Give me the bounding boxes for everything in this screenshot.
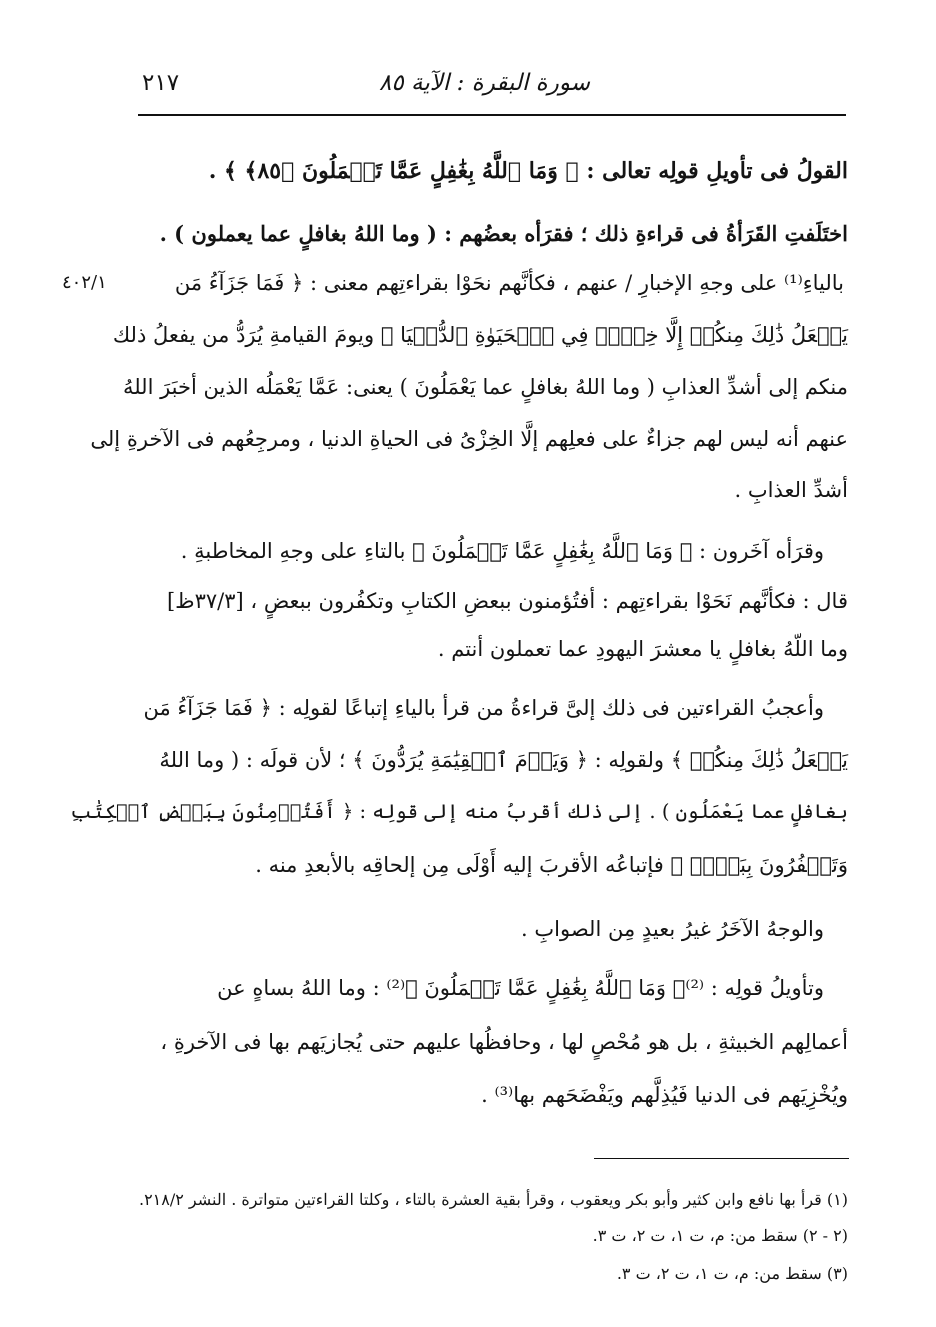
text-line: أشدِّ العذابِ . [734, 478, 848, 502]
text-line: يَفۡعَلُ ذَٰلِكَ مِنكُمۡ إِلَّا خِزۡيٞ فِي ٱلۡحَيَوٰةِ ٱلدُّنۡيَا ﴾ ويومَ القيامةِ يُرَدُّ من يفعلُ ذلك [112, 323, 848, 347]
running-header [138, 62, 846, 104]
footnote: (٢ - ٢) سقط من: م، ت ١، ت ٢، ت ٣. [592, 1226, 848, 1245]
text-line: عنهم أنه ليس لهم جزاءٌ على فعلِهم إلَّا الخِزْىُ فى الحياةِ الدنيا ، ومرجِعُهم فى الآخرةِ إلى [90, 427, 848, 451]
header-title: سورة البقرة : الآية ٨٥ [379, 70, 590, 96]
text-line: وقرَأه آخَرون : ﴿ وَمَا ٱللَّهُ بِغَٰفِلٍ عَمَّا تَعۡمَلُونَ ﴾ بالتاءِ على وجهِ المخاطبةِ . [180, 539, 824, 563]
text-line: منكم إلى أشدِّ العذابِ ( وما اللهُ بغافلٍ عما يَعْمَلُونَ ) يعنى: عَمَّا يَعْمَلُه الذين أخبَرَ اللهُ [122, 375, 848, 399]
text-line: وتأويلُ قولِه : ⁽²⁾﴿ وَمَا ٱللَّهُ بِغَٰفِلٍ عَمَّا تَعۡمَلُونَ ﴾⁽²⁾ : وما اللهُ بساهٍ عن [217, 976, 824, 1000]
page-number: ٢١٧ [142, 70, 180, 96]
text-line: ويُخْزِيَهم فى الدنيا فَيُذِلَّهم ويَفْضَحَهم بها⁽³⁾ . [481, 1083, 848, 1107]
footnote-rule [594, 1158, 849, 1159]
footnote: (١) قرأ بها نافع وابن كثير وأبو بكر ويعقوب ، وقرأ بقية العشرة بالتاء ، وكلتا القراءتين متواترة . النشر ٢١٨/٢. [138, 1190, 848, 1209]
text-line: أعمالِهم الخبيثةِ ، بل هو مُحْصٍ لها ، وحافظُها عليهم حتى يُجازيَهم بها فى الآخرةِ ، [160, 1030, 848, 1054]
margin-reference: ٤٠٢/١ [62, 272, 107, 293]
text-line: قال : فكأنَّهم نَحَوْا بقراءتِهم : أفتُؤمنون ببعضِ الكتابِ وتكفُرون ببعضٍ ، [٣٧/٣ظ] [166, 589, 848, 613]
text-line: بالياءِ⁽¹⁾ على وجهِ الإخبارِ / عنهم ، فكأنَّهم نحَوْا بقراءتِهم معنى : ﴿ فَمَا جَزَآءُ مَن [174, 271, 844, 295]
section-heading: القولُ فى تأويلِ قولِه تعالى : ﴿ وَمَا ٱللَّهُ بِغَٰفِلٍ عَمَّا تَعۡمَلُونَ ﴿٨٥﴾ ﴾ . [208, 158, 848, 184]
text-line: وما اللّهُ بغافلٍ يا معشرَ اليهودِ عما تعملون أنتم . [437, 637, 848, 661]
text-line: والوجهُ الآخَرُ غيرُ بعيدٍ مِن الصوابِ . [521, 917, 824, 941]
text-line: اختَلَفتِ القَرَأةُ فى قراءةِ ذلك ؛ فقرَأه بعضُهم : ( وما اللهُ بغافلٍ عما يعملون ) . [159, 221, 848, 246]
text-line: بغافلٍ عما يَعْمَلُون ) . إلى ذلك أقربُ منه إلى قولِه : ﴿ أَفَتُؤۡمِنُونَ بِبَعۡضِ ٱلۡكِتَٰبِ [70, 800, 848, 823]
footnote: (٣) سقط من: م، ت ١، ت ٢، ت ٣. [616, 1264, 848, 1283]
text-line: يَفۡعَلُ ذَٰلِكَ مِنكُمۡ ﴾ ولقولِه : ﴿ وَيَوۡمَ ٱلۡقِيَٰمَةِ يُرَدُّونَ ﴾ ؛ لأن قولَه : ( وما اللهُ [159, 748, 848, 772]
text-line: وَتَكۡفُرُونَ بِبَعۡضٖ ﴾ فإتباعُه الأقربَ إليه أَوْلَى مِن إلحاقِه بالأبعدِ منه . [255, 853, 848, 877]
text-line: وأعجبُ القراءتين فى ذلك إلىَّ قراءةُ من قرأ بالياءِ إتباعًا لقولِه : ﴿ فَمَا جَزَآءُ مَن [143, 696, 824, 720]
header-rule [138, 114, 846, 116]
